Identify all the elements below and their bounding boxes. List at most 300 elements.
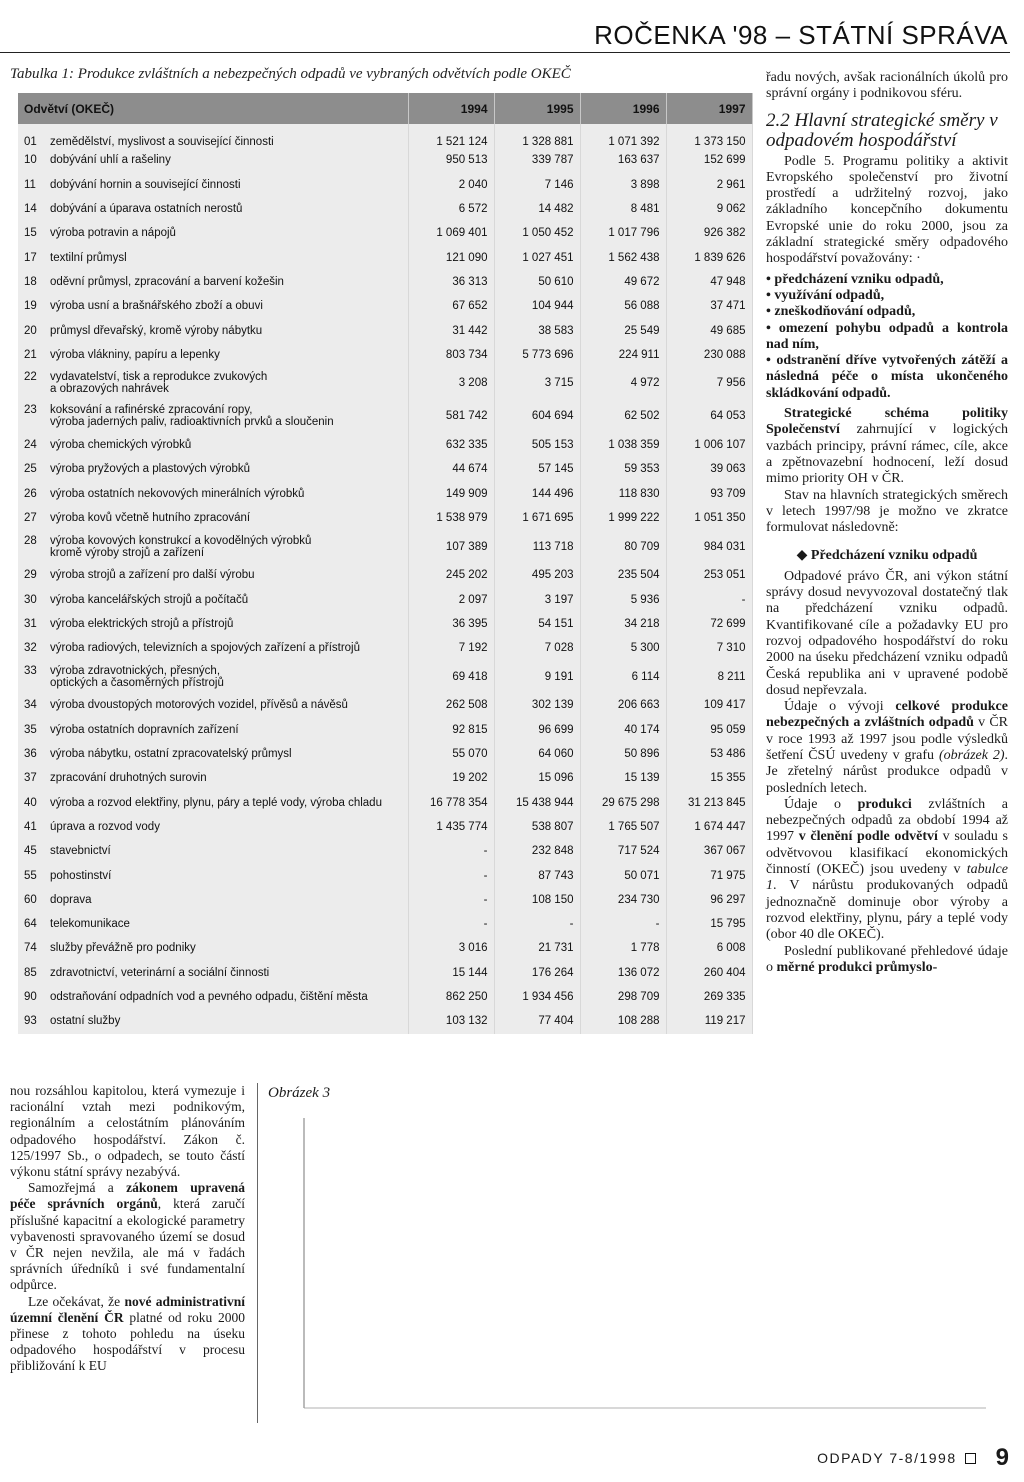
value-cell: 40 174 bbox=[580, 718, 666, 742]
table-row bbox=[18, 660, 752, 693]
value-cell: 495 203 bbox=[494, 563, 580, 587]
value-cell: 49 685 bbox=[666, 318, 752, 342]
sector-name: výroba radiových, televizních a spojových zařízení a přístrojů bbox=[50, 642, 361, 655]
paragraph bbox=[766, 406, 1008, 487]
value-cell: 118 830 bbox=[580, 482, 666, 506]
sector-name: zpracování druhotných surovin bbox=[50, 772, 207, 785]
sector-cell bbox=[18, 318, 408, 342]
bold-phrase: produkci bbox=[857, 796, 912, 812]
bullet-item: • omezení pohybu odpadů a kontrola nad ním, bbox=[766, 321, 1008, 354]
table-header-row bbox=[18, 93, 752, 124]
value-cell: - bbox=[494, 912, 580, 936]
sector-cell bbox=[18, 742, 408, 766]
value-cell: 136 072 bbox=[580, 961, 666, 985]
paragraph: řadu nových, avšak racionálních úkolů pro správní orgány i podnikovou sféru. bbox=[766, 70, 1008, 102]
value-cell: 5 300 bbox=[580, 636, 666, 660]
running-title: ROČENKA '98 – STÁTNÍ SPRÁVA bbox=[594, 20, 1008, 50]
table-row bbox=[18, 197, 752, 221]
bullet-item: • odstranění dříve vytvořených zátěží a následná péče o místa ukončeného skládkování odpadů. bbox=[766, 353, 1008, 402]
table-row bbox=[18, 245, 752, 269]
okec-code: 36 bbox=[24, 748, 37, 761]
table-row bbox=[18, 839, 752, 863]
okec-code: 34 bbox=[24, 699, 37, 712]
sector-cell bbox=[18, 660, 408, 693]
sector-name: služby převážně pro podniky bbox=[50, 942, 196, 955]
value-cell: 176 264 bbox=[494, 961, 580, 985]
okec-code: 32 bbox=[24, 642, 37, 655]
value-cell: 15 795 bbox=[666, 912, 752, 936]
sector-name: výroba dvoustopých motorových vozidel, přívěsů a návěsů bbox=[50, 699, 348, 712]
sector-cell bbox=[18, 124, 408, 148]
value-cell: 96 297 bbox=[666, 888, 752, 912]
value-cell: 950 513 bbox=[408, 148, 494, 172]
value-cell: 36 395 bbox=[408, 612, 494, 636]
sector-name: výroba kancelářských strojů a počítačů bbox=[50, 593, 249, 606]
table-row bbox=[18, 612, 752, 636]
sector-cell bbox=[18, 563, 408, 587]
value-cell: 1 765 507 bbox=[580, 815, 666, 839]
sector-name: výroba kovů včetně hutního zpracování bbox=[50, 512, 251, 524]
figure-reference: (obrázek 2) bbox=[938, 747, 1005, 763]
sector-name: výroba a rozvod elektřiny, plynu, páry a teplé vody, výroba chladu bbox=[50, 796, 382, 809]
value-cell: 1 071 392 bbox=[580, 124, 666, 148]
value-cell: 64 053 bbox=[666, 400, 752, 433]
table-row bbox=[18, 221, 752, 245]
page-footer bbox=[817, 1444, 1009, 1472]
value-cell: 95 059 bbox=[666, 718, 752, 742]
value-cell: 7 192 bbox=[408, 636, 494, 660]
value-cell: 230 088 bbox=[666, 343, 752, 367]
sector-name: zemědělství, myslivost a související činnosti bbox=[50, 136, 274, 149]
data-table-container bbox=[18, 93, 752, 1034]
value-cell: 144 496 bbox=[494, 482, 580, 506]
value-cell: 1 538 979 bbox=[408, 506, 494, 530]
bold-phrase: Strategické schéma politiky Společenství bbox=[766, 406, 1008, 438]
sector-name: výroba usní a brašnářského zboží a obuvi bbox=[50, 300, 263, 313]
page-header bbox=[0, 18, 1010, 53]
figure-chart-area bbox=[296, 1108, 986, 1413]
waste-production-table bbox=[18, 93, 753, 1034]
okec-code: 14 bbox=[24, 203, 37, 216]
value-cell: 109 417 bbox=[666, 693, 752, 717]
value-cell: 3 208 bbox=[408, 367, 494, 400]
value-cell: 5 773 696 bbox=[494, 343, 580, 367]
value-cell: 245 202 bbox=[408, 563, 494, 587]
value-cell: 15 355 bbox=[666, 766, 752, 790]
sector-name: dobývání a úparava ostatních nerostů bbox=[50, 203, 243, 216]
value-cell: 538 807 bbox=[494, 815, 580, 839]
table-row bbox=[18, 294, 752, 318]
table-row bbox=[18, 985, 752, 1009]
column-header: Odvětví (OKEČ) bbox=[18, 93, 408, 124]
table-row bbox=[18, 148, 752, 172]
value-cell: 121 090 bbox=[408, 245, 494, 269]
table-row bbox=[18, 936, 752, 960]
value-cell: 632 335 bbox=[408, 433, 494, 457]
value-cell: 108 150 bbox=[494, 888, 580, 912]
table-row bbox=[18, 173, 752, 197]
sector-cell bbox=[18, 506, 408, 530]
okec-code: 01 bbox=[24, 136, 37, 149]
value-cell: 80 709 bbox=[580, 530, 666, 563]
sector-cell bbox=[18, 173, 408, 197]
sector-cell bbox=[18, 197, 408, 221]
value-cell: 54 151 bbox=[494, 612, 580, 636]
table-row bbox=[18, 563, 752, 587]
subsection-heading: ◆ Předcházení vzniku odpadů bbox=[796, 548, 978, 564]
value-cell: 96 699 bbox=[494, 718, 580, 742]
okec-code: 26 bbox=[24, 487, 37, 500]
sector-cell bbox=[18, 482, 408, 506]
value-cell: 1 674 447 bbox=[666, 815, 752, 839]
value-cell: 339 787 bbox=[494, 148, 580, 172]
paragraph bbox=[766, 699, 1008, 797]
value-cell: 108 288 bbox=[580, 1009, 666, 1033]
value-cell: 1 027 451 bbox=[494, 245, 580, 269]
okec-code: 20 bbox=[24, 324, 37, 337]
value-cell: 3 197 bbox=[494, 587, 580, 611]
sector-cell bbox=[18, 270, 408, 294]
value-cell: 1 521 124 bbox=[408, 124, 494, 148]
sector-name: koksování a rafinérské zpracování ropy, výroba jaderných paliv, radioaktivních prvků a sloučenin bbox=[50, 404, 334, 429]
value-cell: 926 382 bbox=[666, 221, 752, 245]
bold-phrase: celkové produkce nebezpečných a zvláštních odpadů bbox=[766, 699, 1008, 731]
okec-code: 23 bbox=[24, 404, 37, 417]
bullet-item: • předcházení vzniku odpadů, bbox=[766, 272, 1008, 288]
paragraph bbox=[10, 1294, 245, 1375]
value-cell: 6 572 bbox=[408, 197, 494, 221]
sector-cell bbox=[18, 245, 408, 269]
value-cell: 107 389 bbox=[408, 530, 494, 563]
value-cell: 44 674 bbox=[408, 457, 494, 481]
text-run: . V nárůstu produkovaných odpadů jednoznačně dominuje obor výroby a rozvod elektřiny, plynu, páry a teplé vody (obor 40 dle OKEČ). bbox=[766, 878, 1008, 943]
value-cell: 77 404 bbox=[494, 1009, 580, 1033]
okec-code: 25 bbox=[24, 463, 37, 476]
table-row bbox=[18, 270, 752, 294]
value-cell: 59 353 bbox=[580, 457, 666, 481]
value-cell: 367 067 bbox=[666, 839, 752, 863]
sector-name: výroba zdravotnických, přesných, optických a časoměrných přístrojů bbox=[50, 664, 224, 689]
text-run: Samozřejmá a bbox=[28, 1180, 127, 1196]
value-cell: 72 699 bbox=[666, 612, 752, 636]
value-cell: 29 675 298 bbox=[580, 791, 666, 815]
value-cell: 9 191 bbox=[494, 660, 580, 693]
value-cell: 53 486 bbox=[666, 742, 752, 766]
bold-phrase: nové administrativní územní členění ČR bbox=[10, 1293, 245, 1325]
value-cell: 2 040 bbox=[408, 173, 494, 197]
left-text-column bbox=[10, 1083, 245, 1375]
sector-cell bbox=[18, 693, 408, 717]
column-header: 1997 bbox=[666, 93, 752, 124]
value-cell: 8 481 bbox=[580, 197, 666, 221]
value-cell: 36 313 bbox=[408, 270, 494, 294]
value-cell: 1 671 695 bbox=[494, 506, 580, 530]
value-cell: 67 652 bbox=[408, 294, 494, 318]
value-cell: 104 944 bbox=[494, 294, 580, 318]
okec-code: 24 bbox=[24, 439, 37, 452]
value-cell: 55 070 bbox=[408, 742, 494, 766]
value-cell: 7 956 bbox=[666, 367, 752, 400]
value-cell: 717 524 bbox=[580, 839, 666, 863]
paragraph: nou rozsáhlou kapitolou, která vymezuje i racionální vztah mezi podnikovým, regionálním a celostátním plánováním odpadového hospodářství. Zákon č. 125/1997 Sb., o odpadech, se touto částí výkonu státní správy nezabývá. bbox=[10, 1083, 245, 1180]
sector-cell bbox=[18, 936, 408, 960]
okec-code: 19 bbox=[24, 300, 37, 313]
okec-code: 28 bbox=[24, 534, 37, 547]
value-cell: 1 435 774 bbox=[408, 815, 494, 839]
value-cell: 1 839 626 bbox=[666, 245, 752, 269]
value-cell: 5 936 bbox=[580, 587, 666, 611]
sector-cell bbox=[18, 433, 408, 457]
sector-name: výroba strojů a zařízení pro další výrobu bbox=[50, 569, 255, 582]
table-row bbox=[18, 718, 752, 742]
text-run: , která zaručí příslušné kapacitní a ekologické parametry vybavenosti spravovaného území se dosud v ČR nejen nevžila, ale má v řadách správních úředníků i své fundamentalní odpůrce. bbox=[10, 1196, 245, 1293]
value-cell: 69 418 bbox=[408, 660, 494, 693]
value-cell: 862 250 bbox=[408, 985, 494, 1009]
value-cell: 56 088 bbox=[580, 294, 666, 318]
paragraph: Odpadové právo ČR, ani výkon státní správy dosud nevyvozoval dostatečný tlak na předcházení vzniku odpadů. Kvantifikované cíle a požadavky EU pro rozvoj odpadového hospodářství do roku 2000 na úseku předcházení vzniku odpadů Česká republika ani v upravené podobě dosud nepřevzala. bbox=[766, 568, 1008, 698]
value-cell: 1 328 881 bbox=[494, 124, 580, 148]
square-icon bbox=[965, 1453, 976, 1464]
column-header: 1995 bbox=[494, 93, 580, 124]
value-cell: 253 051 bbox=[666, 563, 752, 587]
value-cell: 235 504 bbox=[580, 563, 666, 587]
value-cell: 7 310 bbox=[666, 636, 752, 660]
figure-caption: Obrázek 3 bbox=[268, 1085, 331, 1101]
sector-name: dobývání hornin a související činnosti bbox=[50, 178, 241, 191]
table-row bbox=[18, 400, 752, 433]
table-row bbox=[18, 912, 752, 936]
value-cell: 163 637 bbox=[580, 148, 666, 172]
okec-code: 18 bbox=[24, 275, 37, 288]
okec-code: 41 bbox=[24, 820, 37, 833]
sector-name: výroba elektrických strojů a přístrojů bbox=[50, 617, 234, 630]
value-cell: 25 549 bbox=[580, 318, 666, 342]
sector-name: pohostinství bbox=[50, 869, 112, 882]
okec-code: 15 bbox=[24, 227, 37, 240]
column-header: 1994 bbox=[408, 93, 494, 124]
text-run: v ČR v roce 1993 až 1997 jsou podle výsledků šetření ČSÚ uvedeny v grafu bbox=[766, 715, 1008, 763]
value-cell: 3 016 bbox=[408, 936, 494, 960]
sector-name: výroba potravin a nápojů bbox=[50, 227, 176, 240]
bullet-item: • zneškodňování odpadů, bbox=[766, 304, 1008, 320]
value-cell: 269 335 bbox=[666, 985, 752, 1009]
sector-cell bbox=[18, 912, 408, 936]
column-divider bbox=[257, 1083, 258, 1423]
value-cell: 7 028 bbox=[494, 636, 580, 660]
sector-cell bbox=[18, 791, 408, 815]
value-cell: 581 742 bbox=[408, 400, 494, 433]
value-cell: 38 583 bbox=[494, 318, 580, 342]
sector-cell bbox=[18, 530, 408, 563]
table-row bbox=[18, 863, 752, 887]
bold-phrase: v členění podle odvětví bbox=[798, 829, 938, 845]
paragraph: Podle 5. Programu politiky a aktivit Evropského společenství pro životní prostředí a udržitelný rozvoj, jako základního koncepčního dokumentu Evropské unie do roku 2000, jsou za základní strategické směry odpadového hospodářství považovány: · bbox=[766, 153, 1008, 267]
table-row bbox=[18, 1009, 752, 1033]
okec-code: 10 bbox=[24, 154, 37, 167]
okec-code: 37 bbox=[24, 772, 37, 785]
okec-code: 45 bbox=[24, 845, 37, 858]
value-cell: 15 144 bbox=[408, 961, 494, 985]
value-cell: 302 139 bbox=[494, 693, 580, 717]
text-run: Údaje o vývoji bbox=[784, 699, 896, 715]
text-run: platné od roku 2000 přinese z tohoto pohledu na úseku odpadového hospodářství v procesu přibližování k EU bbox=[10, 1309, 245, 1374]
okec-code: 33 bbox=[24, 664, 37, 677]
value-cell: 6 114 bbox=[580, 660, 666, 693]
value-cell: 47 948 bbox=[666, 270, 752, 294]
okec-code: 17 bbox=[24, 251, 37, 264]
value-cell: 1 562 438 bbox=[580, 245, 666, 269]
strategy-bullet-list bbox=[766, 272, 1008, 402]
value-cell: 71 975 bbox=[666, 863, 752, 887]
sector-name: výroba kovových konstrukcí a kovodělných výrobků kromě výroby strojů a zařízení bbox=[50, 534, 312, 559]
table-row bbox=[18, 815, 752, 839]
value-cell: 4 972 bbox=[580, 367, 666, 400]
value-cell: 1 373 150 bbox=[666, 124, 752, 148]
table-row bbox=[18, 791, 752, 815]
value-cell: 31 442 bbox=[408, 318, 494, 342]
value-cell: 1 017 796 bbox=[580, 221, 666, 245]
sector-cell bbox=[18, 587, 408, 611]
value-cell: 31 213 845 bbox=[666, 791, 752, 815]
table-reference: tabulce 1 bbox=[766, 862, 1008, 894]
value-cell: - bbox=[580, 912, 666, 936]
text-run: Údaje o bbox=[784, 796, 858, 812]
table-row bbox=[18, 961, 752, 985]
sector-cell bbox=[18, 863, 408, 887]
value-cell: 19 202 bbox=[408, 766, 494, 790]
value-cell: 87 743 bbox=[494, 863, 580, 887]
sector-cell bbox=[18, 1009, 408, 1033]
value-cell: - bbox=[408, 839, 494, 863]
table-row bbox=[18, 587, 752, 611]
value-cell: 2 961 bbox=[666, 173, 752, 197]
page-number: 9 bbox=[995, 1444, 1009, 1471]
value-cell: 37 471 bbox=[666, 294, 752, 318]
sector-name: dobývání uhlí a rašeliny bbox=[50, 154, 171, 167]
text-run: zahrnující v logických vazbách principy, právní rámec, cíle, akce a zpětnovazební hodnocení, leží dosud mimo priority OH v ČR. bbox=[766, 422, 1008, 487]
value-cell: 50 896 bbox=[580, 742, 666, 766]
paragraph: Stav na hlavních strategických směrech v letech 1997/98 je možno ve zkratce formulovat následovně: bbox=[766, 487, 1008, 536]
sector-name: průmysl dřevařský, kromě výroby nábytku bbox=[50, 324, 263, 337]
value-cell: - bbox=[408, 888, 494, 912]
sector-cell bbox=[18, 343, 408, 367]
paragraph bbox=[10, 1180, 245, 1293]
table-row bbox=[18, 888, 752, 912]
sector-cell bbox=[18, 961, 408, 985]
table-row bbox=[18, 318, 752, 342]
sector-cell bbox=[18, 367, 408, 400]
value-cell: 64 060 bbox=[494, 742, 580, 766]
value-cell: 2 097 bbox=[408, 587, 494, 611]
value-cell: 262 508 bbox=[408, 693, 494, 717]
sector-name: výroba ostatních dopravních zařízení bbox=[50, 723, 239, 736]
table-row bbox=[18, 343, 752, 367]
sector-name: výroba ostatních nekovových minerálních výrobků bbox=[50, 487, 305, 500]
value-cell: 3 715 bbox=[494, 367, 580, 400]
sector-name: výroba chemických výrobků bbox=[50, 439, 192, 452]
value-cell: 803 734 bbox=[408, 343, 494, 367]
value-cell: 50 071 bbox=[580, 863, 666, 887]
okec-code: 55 bbox=[24, 869, 37, 882]
value-cell: 15 096 bbox=[494, 766, 580, 790]
journal-name: ODPADY 7-8/1998 bbox=[817, 1450, 957, 1466]
table-row bbox=[18, 367, 752, 400]
value-cell: 152 699 bbox=[666, 148, 752, 172]
sector-name: oděvní průmysl, zpracování a barvení kožešin bbox=[50, 275, 284, 288]
sector-cell bbox=[18, 148, 408, 172]
value-cell: 113 718 bbox=[494, 530, 580, 563]
sector-name: výroba nábytku, ostatní zpracovatelský průmysl bbox=[50, 748, 292, 761]
sector-name: úprava a rozvod vody bbox=[50, 820, 160, 833]
text-run: . Je zřetelný nárůst produkce odpadů v posledních letech. bbox=[766, 747, 1008, 796]
value-cell: 224 911 bbox=[580, 343, 666, 367]
sector-name: doprava bbox=[50, 893, 92, 906]
value-cell: 34 218 bbox=[580, 612, 666, 636]
sector-cell bbox=[18, 294, 408, 318]
sector-cell bbox=[18, 718, 408, 742]
text-run: v souladu s odvětvovou klasifikací ekonomických činností (OKEČ) jsou uvedeny v bbox=[766, 829, 1008, 878]
value-cell: 1 051 350 bbox=[666, 506, 752, 530]
bullet-item: • využívání odpadů, bbox=[766, 288, 1008, 304]
okec-code: 11 bbox=[24, 178, 36, 191]
okec-code: 60 bbox=[24, 893, 37, 906]
okec-code: 27 bbox=[24, 512, 37, 524]
value-cell: 3 898 bbox=[580, 173, 666, 197]
value-cell: 92 815 bbox=[408, 718, 494, 742]
value-cell: 1 038 359 bbox=[580, 433, 666, 457]
value-cell: 39 063 bbox=[666, 457, 752, 481]
value-cell: 62 502 bbox=[580, 400, 666, 433]
sector-cell bbox=[18, 766, 408, 790]
value-cell: 15 139 bbox=[580, 766, 666, 790]
bold-phrase: zákonem upravená péče správních orgánů bbox=[10, 1180, 245, 1212]
value-cell: - bbox=[666, 587, 752, 611]
column-header: 1996 bbox=[580, 93, 666, 124]
sector-cell bbox=[18, 612, 408, 636]
value-cell: 234 730 bbox=[580, 888, 666, 912]
sector-name: zdravotnictví, veterinární a sociální činnosti bbox=[50, 966, 270, 979]
sector-name: textilní průmysl bbox=[50, 251, 127, 264]
value-cell: 984 031 bbox=[666, 530, 752, 563]
table-row bbox=[18, 742, 752, 766]
text-run: zvláštních a nebezpečných odpadů za období 1994 až 1997 bbox=[766, 796, 1008, 845]
sector-name: výroba pryžových a plastových výrobků bbox=[50, 463, 251, 476]
value-cell: 604 694 bbox=[494, 400, 580, 433]
bold-phrase: měrné produkci průmyslo- bbox=[776, 959, 938, 975]
sector-cell bbox=[18, 221, 408, 245]
table-row bbox=[18, 530, 752, 563]
table-body bbox=[18, 124, 752, 1034]
sector-name: odstraňování odpadních vod a pevného odpadu, čištění města bbox=[50, 991, 368, 1004]
value-cell: 1 006 107 bbox=[666, 433, 752, 457]
sector-name: stavebnictví bbox=[50, 845, 111, 858]
okec-code: 74 bbox=[24, 942, 37, 955]
table-caption: Tabulka 1: Produkce zvláštních a nebezpečných odpadů ve vybraných odvětvích podle OKEČ bbox=[10, 66, 571, 82]
value-cell: 260 404 bbox=[666, 961, 752, 985]
table-row bbox=[18, 506, 752, 530]
sector-cell bbox=[18, 400, 408, 433]
value-cell: 103 132 bbox=[408, 1009, 494, 1033]
sector-name: telekomunikace bbox=[50, 918, 130, 931]
table-row bbox=[18, 482, 752, 506]
table-row bbox=[18, 457, 752, 481]
value-cell: 93 709 bbox=[666, 482, 752, 506]
okec-code: 90 bbox=[24, 991, 37, 1004]
value-cell: 21 731 bbox=[494, 936, 580, 960]
value-cell: 206 663 bbox=[580, 693, 666, 717]
value-cell: 57 145 bbox=[494, 457, 580, 481]
sector-name: ostatní služby bbox=[50, 1015, 121, 1028]
